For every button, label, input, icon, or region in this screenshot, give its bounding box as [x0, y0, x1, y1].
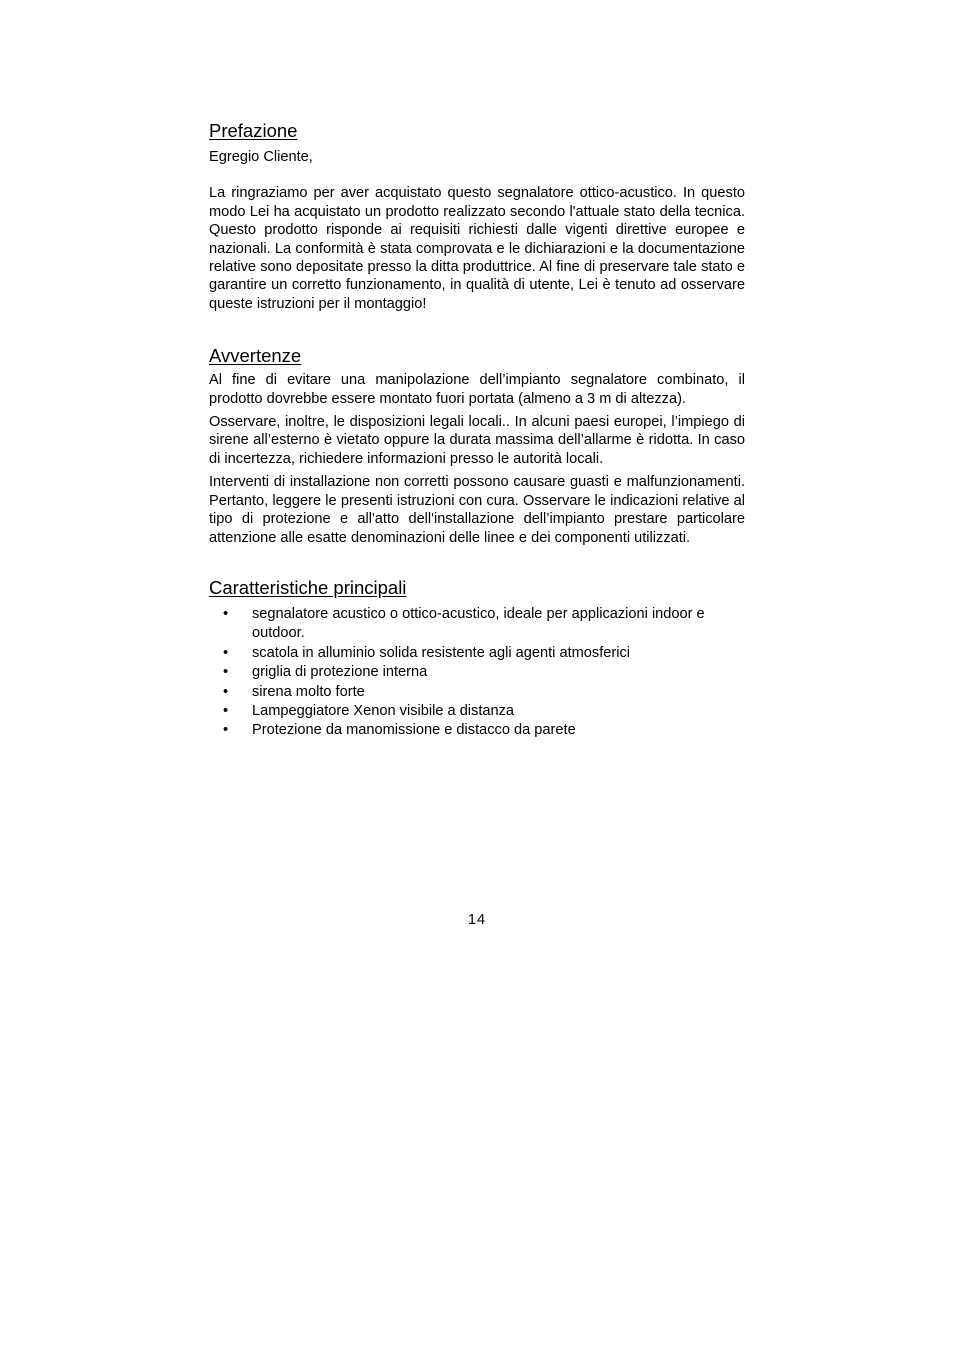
preface-heading: Prefazione — [209, 120, 298, 141]
list-item-text: Protezione da manomissione e distacco da parete — [252, 722, 576, 739]
list-item-text: scatola in alluminio solida resistente agli agenti atmosferici — [252, 644, 631, 661]
bullet-icon: • — [223, 702, 229, 719]
list-item-text: segnalatore acustico o ottico-acustico, ideale per applicazioni indoor e outdoor. — [252, 605, 705, 642]
page-number: 14 — [467, 912, 487, 928]
warnings-heading: Avvertenze — [209, 345, 302, 367]
features-list — [209, 605, 745, 741]
bullet-icon: • — [223, 683, 229, 700]
list-item — [209, 644, 745, 663]
greeting: Egregio Cliente, — [209, 149, 313, 165]
list-item-text: Lampeggiatore Xenon visibile a distanza — [252, 702, 515, 719]
preface-paragraph: La ringraziamo per aver acquistato questo segnalatore ottico-acustico. In questo modo Lei ha acquistato un prodotto realizzato secondo l'attuale stato della tecnica. Questo prodotto risponde ai requisiti richiesti dalle vigenti direttive europee e nazionali. La conformità è stata comprovata e le dichiarazioni e la documentazione relative sono depositate presso la ditta produttrice. Al fine di preservare tale stato e garantire un corretto funzionamento, in qualità di utente, Lei è tenuto ad osservare queste istruzioni per il montaggio! — [209, 185, 745, 312]
bullet-icon: • — [223, 722, 229, 739]
list-item-text: sirena molto forte — [252, 683, 365, 700]
list-item — [209, 721, 745, 740]
list-item — [209, 683, 745, 702]
features-heading: Caratteristiche principali — [209, 576, 407, 598]
list-item — [209, 663, 745, 682]
bullet-icon: • — [223, 605, 229, 622]
bullet-icon: • — [223, 664, 229, 681]
list-item — [209, 702, 745, 721]
warning-paragraph-2: Osservare, inoltre, le disposizioni legali locali.. In alcuni paesi europei, l’impiego di sirene all’esterno è vietato oppure la durata massima dell’allarme è ridotta. In caso di incertezza, richiedere informazioni presso le autorità locali. — [209, 414, 745, 467]
list-item-text: griglia di protezione interna — [252, 664, 428, 681]
bullet-icon: • — [223, 644, 229, 661]
list-item — [209, 605, 745, 644]
warning-paragraph-3: Interventi di installazione non corretti possono causare guasti e malfunzionamenti. Pertanto, leggere le presenti istruzioni con cura. Osservare le indicazioni relative al tipo di protezione e all'atto dell'installazione dell’impianto prestare particolare attenzione alle esatte denominazioni delle linee e dei componenti utilizzati. — [209, 474, 745, 546]
document-body — [209, 118, 745, 741]
warning-paragraph-1: Al fine di evitare una manipolazione dell’impianto segnalatore combinato, il prodotto dovrebbe essere montato fuori portata (almeno a 3 m di altezza). — [209, 372, 745, 407]
